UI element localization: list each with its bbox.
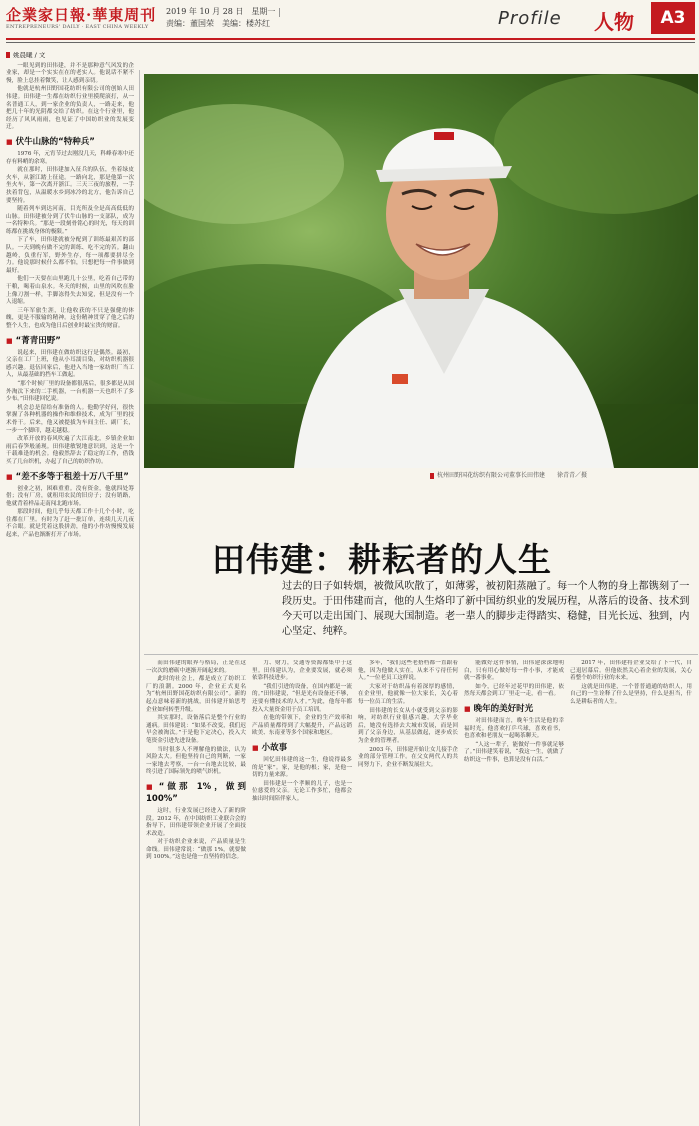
paragraph: 一眼见到的田伟建，并不是那种意气风发的企业家，却是一个实实在在的老实人。他说话不紧不慢，脸上总挂着微笑，让人感到亲切。 xyxy=(6,62,134,84)
paragraph: 田伟建的长女从小就受到父亲的影响，对纺织行业很感兴趣。大学毕业后，她没有选择去大城市发展，而是回到了父亲身边，从基层做起，逐步成长为企业的管理者。 xyxy=(358,707,458,744)
subheading: ■ “差不多等于租差十万八千里” xyxy=(6,471,134,483)
paragraph: 说起来，田伟建在做纺织这行是偶然。最初，父亲在工厂上班，他从小耳濡目染，对纺织机器很感兴趣。退伍回家后，他进入当地一家纺织厂当工人，从最基础的挡车工做起。 xyxy=(6,349,134,379)
profile-label: Profile xyxy=(498,8,562,29)
photo-caption: 杭州田野国花纺织有限公司董事长田伟建 徐青青／摄 xyxy=(430,470,587,479)
paragraph: 2003 年，田伟建开始让女儿接手企业的部分管理工作。在父女两代人的共同努力下，企业不断发展壮大。 xyxy=(358,746,458,768)
subheading: ■ 伏牛山脉的“特种兵” xyxy=(6,136,134,148)
paragraph: 如今，已经年过花甲的田伟建，依然每天都会到工厂里走一走，看一看。 xyxy=(464,683,564,698)
paragraph: 能做好这件事情，田伟建深深地明白，只有用心做好每一件小事，才能成就一番事业。 xyxy=(464,660,564,682)
paragraph: 田伟建是一个孝顺的儿子，也是一位慈爱的父亲。无论工作多忙，他都会抽出时间陪伴家人。 xyxy=(252,780,352,802)
author-byline: 姚晨曦 / 文 xyxy=(6,52,134,60)
paragraph: 他们一天要在山里跑几十公里，吃着自己带的干粮，喝着山泉水。冬天的时候，山里的风吹在脸上像刀割一样，手脚冻得失去知觉，但是没有一个人退缩。 xyxy=(6,276,134,306)
article-column-2 xyxy=(146,660,246,1120)
portrait-photo xyxy=(144,74,698,468)
newspaper-logo: 企業家日報·華東周刊 xyxy=(6,6,156,24)
page-number-badge: A3 xyxy=(651,2,695,34)
paragraph: 大家对于纺织品有着深厚的感情，在企业里，他就像一位大家长，关心着每一位员工的生活。 xyxy=(358,683,458,705)
article-column-3 xyxy=(252,660,352,1120)
paragraph: 当时很多人不理解他的做法，认为风险太大。但他坚持自己的判断，一家一家地去考察，一台一台地去比较，最终引进了国际领先的喷气织机。 xyxy=(146,746,246,776)
paragraph: “人这一辈子，能做好一件事就足够了。”田伟建笑着说，“我这一生，就做了纺织这一件事，也算是没有白活。” xyxy=(464,741,564,763)
section-title: 人物 xyxy=(594,10,634,34)
paragraph: 在他的带领下，企业的生产效率和产品质量都得到了大幅提升，产品远销欧美、东南亚等多个国家和地区。 xyxy=(252,715,352,737)
article-column-5 xyxy=(464,660,564,1120)
paragraph: “那个时候厂里的设备都很落后，很多都是从国外淘汰下来的二手机器，一台机器一天也织不了多少布。”田伟建回忆说。 xyxy=(6,380,134,403)
article-column-1 xyxy=(6,52,134,1122)
portrait-illustration xyxy=(144,74,698,468)
paragraph: 回忆田伟建的这一生，他说得最多的是“家”。家，是他的根；家，是他一切的力量来源。 xyxy=(252,756,352,779)
paragraph: 机会总是留给有准备的人。他勤学好问，很快掌握了各种机器的操作和维修技术，成为厂里的技术骨干。后来，他又被提拔为车间主任、副厂长，一步一个脚印，越走越稳。 xyxy=(6,404,134,434)
subheading: ■ “菁青田野” xyxy=(6,335,134,347)
paragraph: 下了车，田伟建就被分配到了训练最艰苦的部队。一天到晚有做不完的训练、吃不完的苦。翻山越岭，负重行军，野外生存，每一项都要拼尽全力。他说那时候什么都不怕，只想把每一件事做到最好。 xyxy=(6,237,134,274)
subheading: ■ 小故事 xyxy=(252,742,352,754)
column-divider xyxy=(139,70,140,1126)
issue-info xyxy=(166,6,284,30)
paragraph: 2017 年，田伟建将企业交给了下一代，自己退居幕后。但他依然关心着企业的发展，关心着整个纺织行业的未来。 xyxy=(570,660,692,682)
article-headline: 田伟建：耕耘者的人生 xyxy=(212,540,552,579)
paragraph: 而田伟建的眼界与格局，正是在这一次次的磨砺中逐渐开阔起来的。 xyxy=(146,660,246,674)
header-rule-thin xyxy=(6,42,695,43)
paragraph: 改革开放的春风吹遍了大江南北，乡镇企业如雨后春笋般涌现。田伟建敏锐地意识到，这是一个千载难逢的机会。他毅然辞去了稳定的工作，借钱买了几台织机，办起了自己的纺织作坊。 xyxy=(6,436,134,465)
paragraph: 其实那时，设备落后是整个行业的通病。田伟建说：“如果不改变，我们迟早会被淘汰。”于是他下定决心，投入大笔资金引进先进设备。 xyxy=(146,715,246,744)
article-column-4 xyxy=(358,660,458,1120)
newspaper-logo-subtitle: ENTREPRENEURS' DAILY · EAST CHINA WEEKLY xyxy=(6,24,149,30)
paragraph: 创业之初，困难重重。没有资金，他就四处筹借；没有厂房，就租用农民的旧房子；没有销路，他就背着样品走南闯北跑市场。 xyxy=(6,485,134,507)
paragraph: 那段时间，他几乎每天都工作十几个小时，吃住都在厂里。有时为了赶一批订单，连续几天几夜不合眼。就是凭着这股拼劲，他的小作坊慢慢发展起来，产品也渐渐打开了市场。 xyxy=(6,509,134,539)
paragraph: 多年，“我们这些老搭档都一直跟着他，因为他做人实在，从来不亏待任何人。”一位老员工这样说。 xyxy=(358,660,458,682)
paragraph: 随着列车到达河南，目光所及全是高高低低的山脉。田伟建被分到了伏牛山脉的一支部队，成为一名特种兵。“那是一段刻骨铭心的时光，每天的训练都在挑战身体的极限。” xyxy=(6,206,134,235)
paragraph: 1976 年，元宵节过去刚没几天，科峰春寒中还存有料峭的余寒。 xyxy=(6,150,134,165)
paragraph: 三年军旅生涯，让他收获的不只是强健的体魄，更是不服输的精神。这份精神贯穿了他之后的整个人生，也成为他日后创业时最宝贵的财富。 xyxy=(6,307,134,329)
paragraph: 就在那时，田伟建加入征兵的队伍，坐着绿皮火车，从浙江踏上征途。一路向北，那是他第一次坐火车，第一次离开浙江。三天三夜的旅程，一手扶着背包，从温暖水乡到冰冷的北方，他告诉自己要坚持。 xyxy=(6,167,134,204)
masthead xyxy=(0,0,699,38)
paragraph: 这就是田伟建，一个普普通通的纺织人，用自己的一生诠释了什么是坚持，什么是担当，什么是耕耘者的人生。 xyxy=(570,683,692,705)
header-rule xyxy=(6,38,695,40)
paragraph: 此时的社会上，都是成立了纺织工厂的浪潮。2000 年，企业正式更名为“杭州田野国花纺织有限公司”。新的起点意味着新的挑战，田伟建开始思考企业如何转型升级。 xyxy=(146,676,246,713)
paragraph: 他就是杭州田野国花纺织有限公司的创始人田伟建。田伟建一生都在纺织行业里摸爬滚打，从一名普通工人，到一家企业的负责人，一路走来，他把几十年的光阴都交给了纺织。在这个行业里，他经历了风风雨雨，也见证了中国纺织业的发展变迁。 xyxy=(6,86,134,131)
paragraph: 力、财力，交通等资源都集中于这里。田伟建认为，企业要发展，就必须依靠科技进步。 xyxy=(252,660,352,682)
issue-editors: 责编：董国荣 美编：楼苏红 xyxy=(166,19,270,28)
section-divider xyxy=(144,654,698,655)
divider xyxy=(279,8,280,17)
paragraph: 这时，行业发展已经进入了新的阶段。2012 年，在中国纺织工业联合会的指导下，田伟建带领企业开展了全面技术改造。 xyxy=(146,807,246,837)
paragraph: 对于纺织企业来说，产品质量是生命线。田伟建常说：“做那 1%，就要做到 100%。”这也是他一直坚持的信念。 xyxy=(146,839,246,861)
paragraph: “我们引进的设备，在国内都是一流的。”田伟建说，“但是光有设备还不够，还要有懂技术的人才。”为此，他每年都投入大量资金用于员工培训。 xyxy=(252,683,352,713)
subheading: ■ “做那 1%，做到 100%” xyxy=(146,781,246,805)
issue-date: 2019 年 10 月 28 日 星期一 xyxy=(166,7,276,16)
article-lede: 过去的日子如转烟，被微风吹散了，如薄雾，被初阳蒸融了。每一个人物的身上都镌刻了一段历史。于田伟建而言，他的人生烙印了新中国纺织业的发展历程，从落后的设备、技术到今天可以走出国门、展现大国制造。老一辈人的脚步走得踏实、稳健，目光长远、独到，内心坚定、纯粹。 xyxy=(282,581,690,637)
paragraph: 对田伟建而言，晚年生活是他的幸福时光。他喜欢打乒乓球，喜欢看书，也喜欢和老朋友一起喝茶聊天。 xyxy=(464,717,564,740)
subheading: ■ 晚年的美好时光 xyxy=(464,703,564,715)
article-column-6 xyxy=(570,660,692,1120)
